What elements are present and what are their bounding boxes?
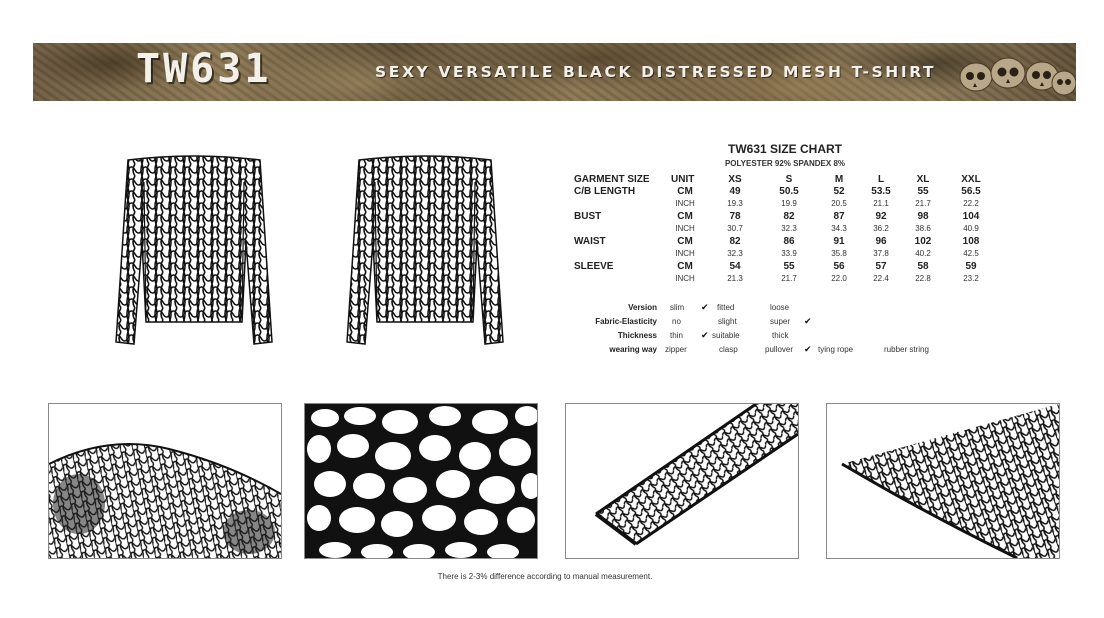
cell-value: 96: [875, 236, 887, 247]
cell-value: 78: [729, 211, 741, 222]
unit-cm: CM: [677, 236, 693, 247]
product-code: TW631: [136, 46, 272, 92]
row-label-bust: BUST: [574, 211, 602, 222]
cell-value: 21.7: [915, 199, 931, 208]
cell-value: 38.6: [915, 224, 931, 233]
cell-value: 91: [833, 236, 845, 247]
cell-value: 42.5: [963, 249, 979, 258]
measurement-note: There is 2-3% difference according to manual measurement.: [437, 572, 653, 581]
unit-cm: CM: [677, 211, 693, 222]
cell-value: 49: [729, 186, 741, 197]
attr-label-version: Version: [628, 303, 657, 312]
cell-value: 82: [729, 236, 741, 247]
attr-option: clasp: [719, 345, 738, 354]
cell-value: 53.5: [871, 186, 891, 197]
attr-option: tying rope: [818, 345, 854, 354]
cell-value: 30.7: [727, 224, 743, 233]
check-icon: ✔: [804, 344, 812, 354]
cell-value: 102: [914, 236, 932, 247]
cell-value: 22.4: [873, 274, 889, 283]
cell-value: 55: [917, 186, 929, 197]
attr-option: rubber string: [884, 345, 929, 354]
cell-value: 55: [783, 261, 795, 272]
attr-option: slight: [718, 317, 737, 326]
title-banner: [33, 43, 1076, 101]
check-icon: ✔: [701, 330, 709, 340]
attr-option: pullover: [765, 345, 794, 354]
attr-option: suitable: [712, 331, 740, 340]
row-label-waist: WAIST: [574, 236, 606, 247]
cell-value: 58: [917, 261, 929, 272]
material-composition: POLYESTER 92% SPANDEX 8%: [724, 159, 846, 168]
cell-value: 35.8: [831, 249, 847, 258]
cell-value: 87: [833, 211, 845, 222]
check-icon: ✔: [701, 302, 709, 312]
cell-value: 36.2: [873, 224, 889, 233]
unit-inch: INCH: [675, 199, 695, 208]
shirt-back-view: [345, 152, 505, 348]
cell-value: 40.9: [963, 224, 979, 233]
cell-value: 56: [833, 261, 845, 272]
unit-cm: CM: [677, 261, 693, 272]
attr-option: loose: [770, 303, 790, 312]
cell-value: 19.3: [727, 199, 743, 208]
cell-value: 32.3: [727, 249, 743, 258]
attr-option: super: [770, 317, 791, 326]
cell-value: 59: [965, 261, 977, 272]
cell-value: 21.7: [781, 274, 797, 283]
cell-value: 33.9: [781, 249, 797, 258]
cell-value: 21.3: [727, 274, 743, 283]
cell-value: 54: [729, 261, 741, 272]
skull-pile-icon: [946, 43, 1076, 101]
cell-value: 21.1: [873, 199, 889, 208]
attr-option: zipper: [665, 345, 687, 354]
cell-value: 50.5: [779, 186, 799, 197]
cell-value: 104: [962, 211, 980, 222]
cell-value: 57: [875, 261, 887, 272]
header-size-m: M: [834, 174, 844, 185]
attr-option: slim: [670, 303, 685, 312]
header-garment-size: GARMENT SIZE: [574, 174, 650, 185]
shirt-front-view: [114, 152, 274, 348]
unit-inch: INCH: [675, 249, 695, 258]
header-size-xs: XS: [728, 174, 742, 185]
cell-value: 22.8: [915, 274, 931, 283]
cell-value: 34.3: [831, 224, 847, 233]
cell-value: 22.0: [831, 274, 847, 283]
row-label-cb-length: C/B LENGTH: [574, 186, 636, 197]
cell-value: 108: [962, 236, 980, 247]
attr-label-fabric-elasticity: Fabric-Elasticity: [595, 317, 657, 326]
unit-inch: INCH: [675, 224, 695, 233]
unit-inch: INCH: [675, 274, 695, 283]
cell-value: 82: [783, 211, 795, 222]
cell-value: 86: [783, 236, 795, 247]
header-unit: UNIT: [671, 174, 695, 185]
attr-label-wearing-way: wearing way: [609, 345, 657, 354]
attr-label-thickness: Thickness: [617, 331, 657, 340]
cell-value: 37.8: [873, 249, 889, 258]
cell-value: 20.5: [831, 199, 847, 208]
cell-value: 22.2: [963, 199, 979, 208]
cell-value: 52: [833, 186, 845, 197]
header-size-s: S: [785, 174, 793, 185]
detail-photo-sleeve-roll: [565, 403, 799, 559]
row-label-sleeve: SLEEVE: [574, 261, 614, 272]
detail-photo-hem: [826, 403, 1060, 559]
attr-option: no: [672, 317, 681, 326]
attr-option: thick: [772, 331, 789, 340]
header-size-xxl: XXL: [961, 174, 981, 185]
attr-option: thin: [670, 331, 683, 340]
size-chart-title: TW631 SIZE CHART: [727, 142, 842, 156]
cell-value: 19.9: [781, 199, 797, 208]
cell-value: 32.3: [781, 224, 797, 233]
attr-option: fitted: [717, 303, 735, 312]
check-icon: ✔: [804, 316, 812, 326]
cell-value: 23.2: [963, 274, 979, 283]
header-size-l: L: [877, 174, 885, 185]
cell-value: 98: [917, 211, 929, 222]
detail-photo-mesh-closeup: [304, 403, 538, 559]
product-title: SEXY VERSATILE BLACK DISTRESSED MESH T-SHIRT: [375, 63, 937, 81]
cell-value: 56.5: [961, 186, 981, 197]
header-size-xl: XL: [916, 174, 930, 185]
cell-value: 92: [875, 211, 887, 222]
cell-value: 40.2: [915, 249, 931, 258]
detail-photo-shoulder: [48, 403, 282, 559]
unit-cm: CM: [677, 186, 693, 197]
